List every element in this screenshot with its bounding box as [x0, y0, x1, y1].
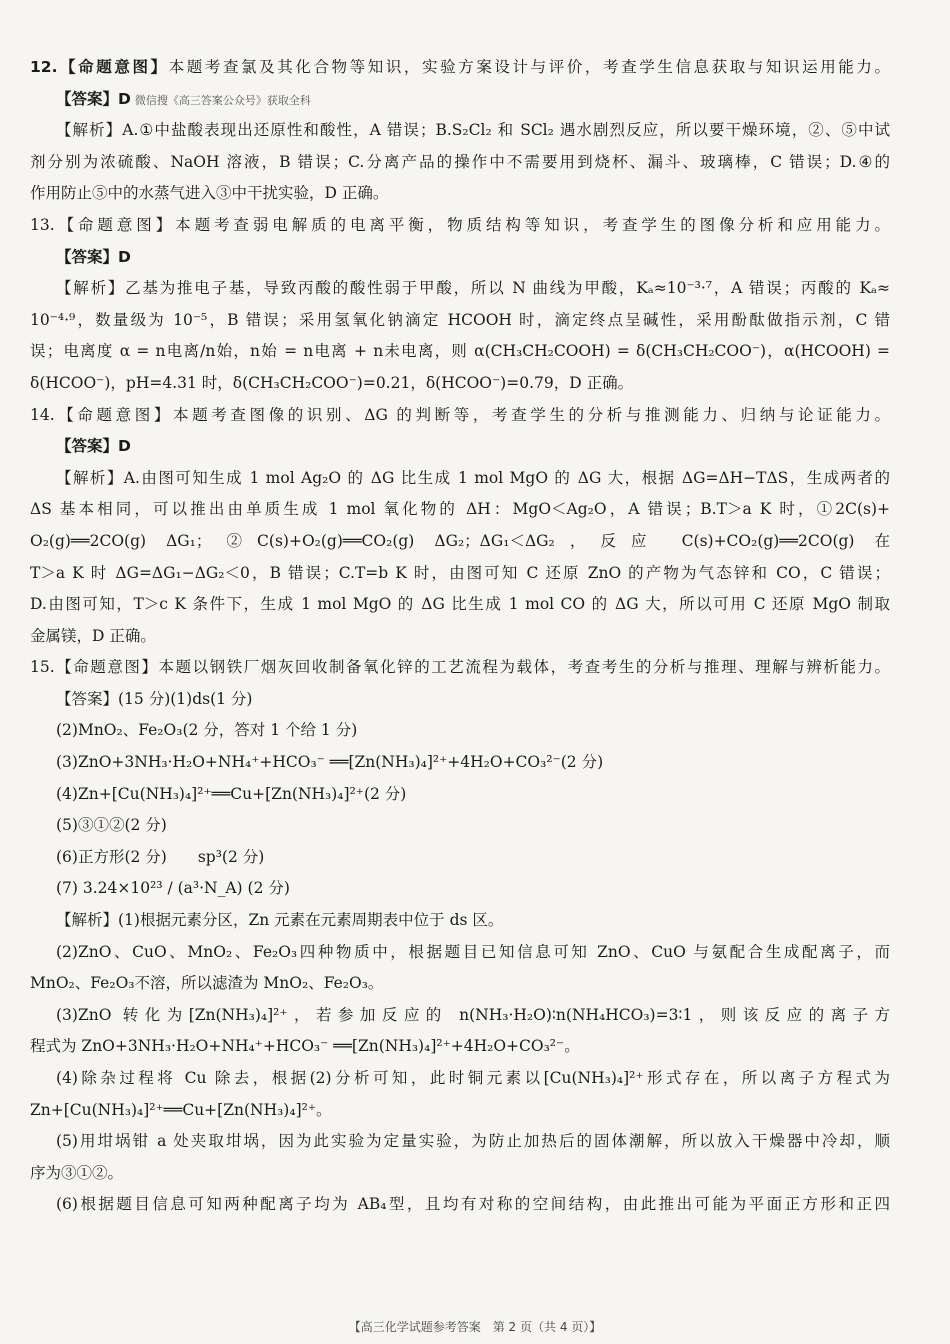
q14-analysis-5: D.由图可知，T＞c K 条件下，生成 1 mol MgO 的 ΔG 比生成 1 mol CO 的 ΔG 大，所以可用 C 还原 MgO 制取 [30, 595, 890, 614]
q13-answer: 【答案】D [56, 247, 131, 266]
q15-answer-1: 【答案】(15 分)(1)ds(1 分) [56, 689, 253, 708]
q14-answer: 【答案】D [56, 437, 131, 456]
q15-answer-7: (7) 3.24×10²³ / (a³·N_A) (2 分) [56, 879, 290, 898]
q14-analysis-3: O₂(g)══2CO(g) ΔG₁；②C(s)+O₂(g)══CO₂(g) ΔG₂；ΔG₁＜ΔG₂，反应 C(s)+CO₂(g)══2CO(g) 在 [30, 531, 890, 550]
page-footer: 【高三化学试题参考答案 第 2 页（共 4 页）】 [348, 1320, 602, 1334]
page-content [30, 52, 890, 1221]
q15-analysis-1: 【解析】(1)根据元素分区，Zn 元素在元素周期表中位于 ds 区。 [56, 911, 504, 930]
q12-analysis-2: 剂分别为浓硫酸、NaOH 溶液，B 错误；C.分离产品的操作中不需要用到烧杯、漏斗、玻璃棒，C 错误；D.④的 [30, 152, 890, 171]
q12-analysis-1: 【解析】A.①中盐酸表现出还原性和酸性，A 错误；B.S₂Cl₂ 和 SCl₂ 遇水剧烈反应，所以要干燥环境，②、⑤中试 [56, 121, 890, 140]
q13-analysis-4: δ(HCOO⁻)，pH=4.31 时，δ(CH₃CH₂COO⁻)=0.21，δ(HCOO⁻)=0.79，D 正确。 [30, 373, 634, 392]
q15-analysis-5: 程式为 ZnO+3NH₃·H₂O+NH₄⁺+HCO₃⁻ ══[Zn(NH₃)₄]²⁺+4H₂O+CO₃²⁻。 [30, 1037, 580, 1056]
q14-analysis-2: ΔS 基本相同，可以推出由单质生成 1 mol 氧化物的 ΔH：MgO＜Ag₂O，A 错误；B.T＞a K 时，①2C(s)+ [30, 500, 890, 519]
q15-analysis-4: (3)ZnO 转化为[Zn(NH₃)₄]²⁺，若参加反应的 n(NH₃·H₂O)∶n(NH₄HCO₃)=3∶1，则该反应的离子方 [56, 1005, 890, 1024]
q13-analysis-3: 误；电离度 α = n电离/n始，n始 = n电离 + n未电离，则 α(CH₃CH₂COOH) = δ(CH₃CH₂COO⁻)，α(HCOOH) = [30, 342, 890, 361]
q15-analysis-8: (5)用坩埚钳 a 处夹取坩埚，因为此实验为定量实验，为防止加热后的固体潮解，所以放入干燥器中冷却，顺 [56, 1132, 890, 1151]
q15-analysis-9: 序为③①②。 [30, 1163, 124, 1182]
q12-analysis-3: 作用防止⑤中的水蒸气进入③中干扰实验，D 正确。 [30, 184, 389, 203]
q15-answer-6: (6)正方形(2 分) sp³(2 分) [56, 847, 265, 866]
q15-answer-5: (5)③①②(2 分) [56, 816, 167, 835]
q14-analysis-6: 金属镁，D 正确。 [30, 626, 156, 645]
q15-analysis-2: (2)ZnO、CuO、MnO₂、Fe₂O₃四种物质中，根据题目已知信息可知 ZnO、CuO 与氨配合生成配离子，而 [56, 942, 890, 961]
q12-intent: 12.【命题意图】本题考查氯及其化合物等知识，实验方案设计与评价，考查学生信息获取与知识运用能力。 [30, 58, 890, 76]
q15-answer-3: (3)ZnO+3NH₃·H₂O+NH₄⁺+HCO₃⁻ ══[Zn(NH₃)₄]²⁺+4H₂O+CO₃²⁻(2 分) [56, 753, 604, 772]
q15-analysis-3: MnO₂、Fe₂O₃不溶，所以滤渣为 MnO₂、Fe₂O₃。 [30, 974, 384, 993]
q15-analysis-7: Zn+[Cu(NH₃)₄]²⁺══Cu+[Zn(NH₃)₄]²⁺。 [30, 1100, 332, 1119]
q14-intent: 14.【命题意图】本题考查图像的识别、ΔG 的判断等，考查学生的分析与推测能力、归纳与论证能力。 [30, 405, 890, 424]
q15-answer-4: (4)Zn+[Cu(NH₃)₄]²⁺══Cu+[Zn(NH₃)₄]²⁺(2 分) [56, 784, 407, 803]
q13-intent: 13.【命题意图】本题考查弱电解质的电离平衡，物质结构等知识，考查学生的图像分析和应用能力。 [30, 215, 890, 234]
q14-analysis-1: 【解析】A.由图可知生成 1 mol Ag₂O 的 ΔG 比生成 1 mol MgO 的 ΔG 大，根据 ΔG=ΔH−TΔS，生成两者的 [56, 468, 890, 487]
q15-analysis-10: (6)根据题目信息可知两种配离子均为 AB₄型，且均有对称的空间结构，由此推出可能为平面正方形和正四 [56, 1195, 890, 1214]
q13-analysis-1: 【解析】乙基为推电子基，导致丙酸的酸性弱于甲酸，所以 N 曲线为甲酸，Kₐ≈10⁻³·⁷，A 错误；丙酸的 Kₐ≈ [56, 279, 890, 298]
watermark: 微信搜《高三答案公众号》获取全科 [134, 93, 311, 107]
q15-intent: 15.【命题意图】本题以钢铁厂烟灰回收制备氧化锌的工艺流程为载体，考查考生的分析与推理、理解与辨析能力。 [30, 658, 890, 677]
q15-answer-2: (2)MnO₂、Fe₂O₃(2 分，答对 1 个给 1 分) [56, 721, 358, 740]
q12-answer: 【答案】D 微信搜《高三答案公众号》获取全科 [56, 89, 311, 108]
q13-analysis-2: 10⁻⁴·⁹，数量级为 10⁻⁵，B 错误；采用氢氧化钠滴定 HCOOH 时，滴定终点呈碱性，采用酚酞做指示剂，C 错 [30, 310, 890, 329]
q14-analysis-4: T＞a K 时 ΔG=ΔG₁−ΔG₂＜0，B 错误；C.T=b K 时，由图可知 C 还原 ZnO 的产物为气态锌和 CO，C 错误； [30, 563, 890, 582]
q15-analysis-6: (4)除杂过程将 Cu 除去，根据(2)分析可知，此时铜元素以[Cu(NH₃)₄]²⁺形式存在，所以离子方程式为 [56, 1069, 890, 1087]
